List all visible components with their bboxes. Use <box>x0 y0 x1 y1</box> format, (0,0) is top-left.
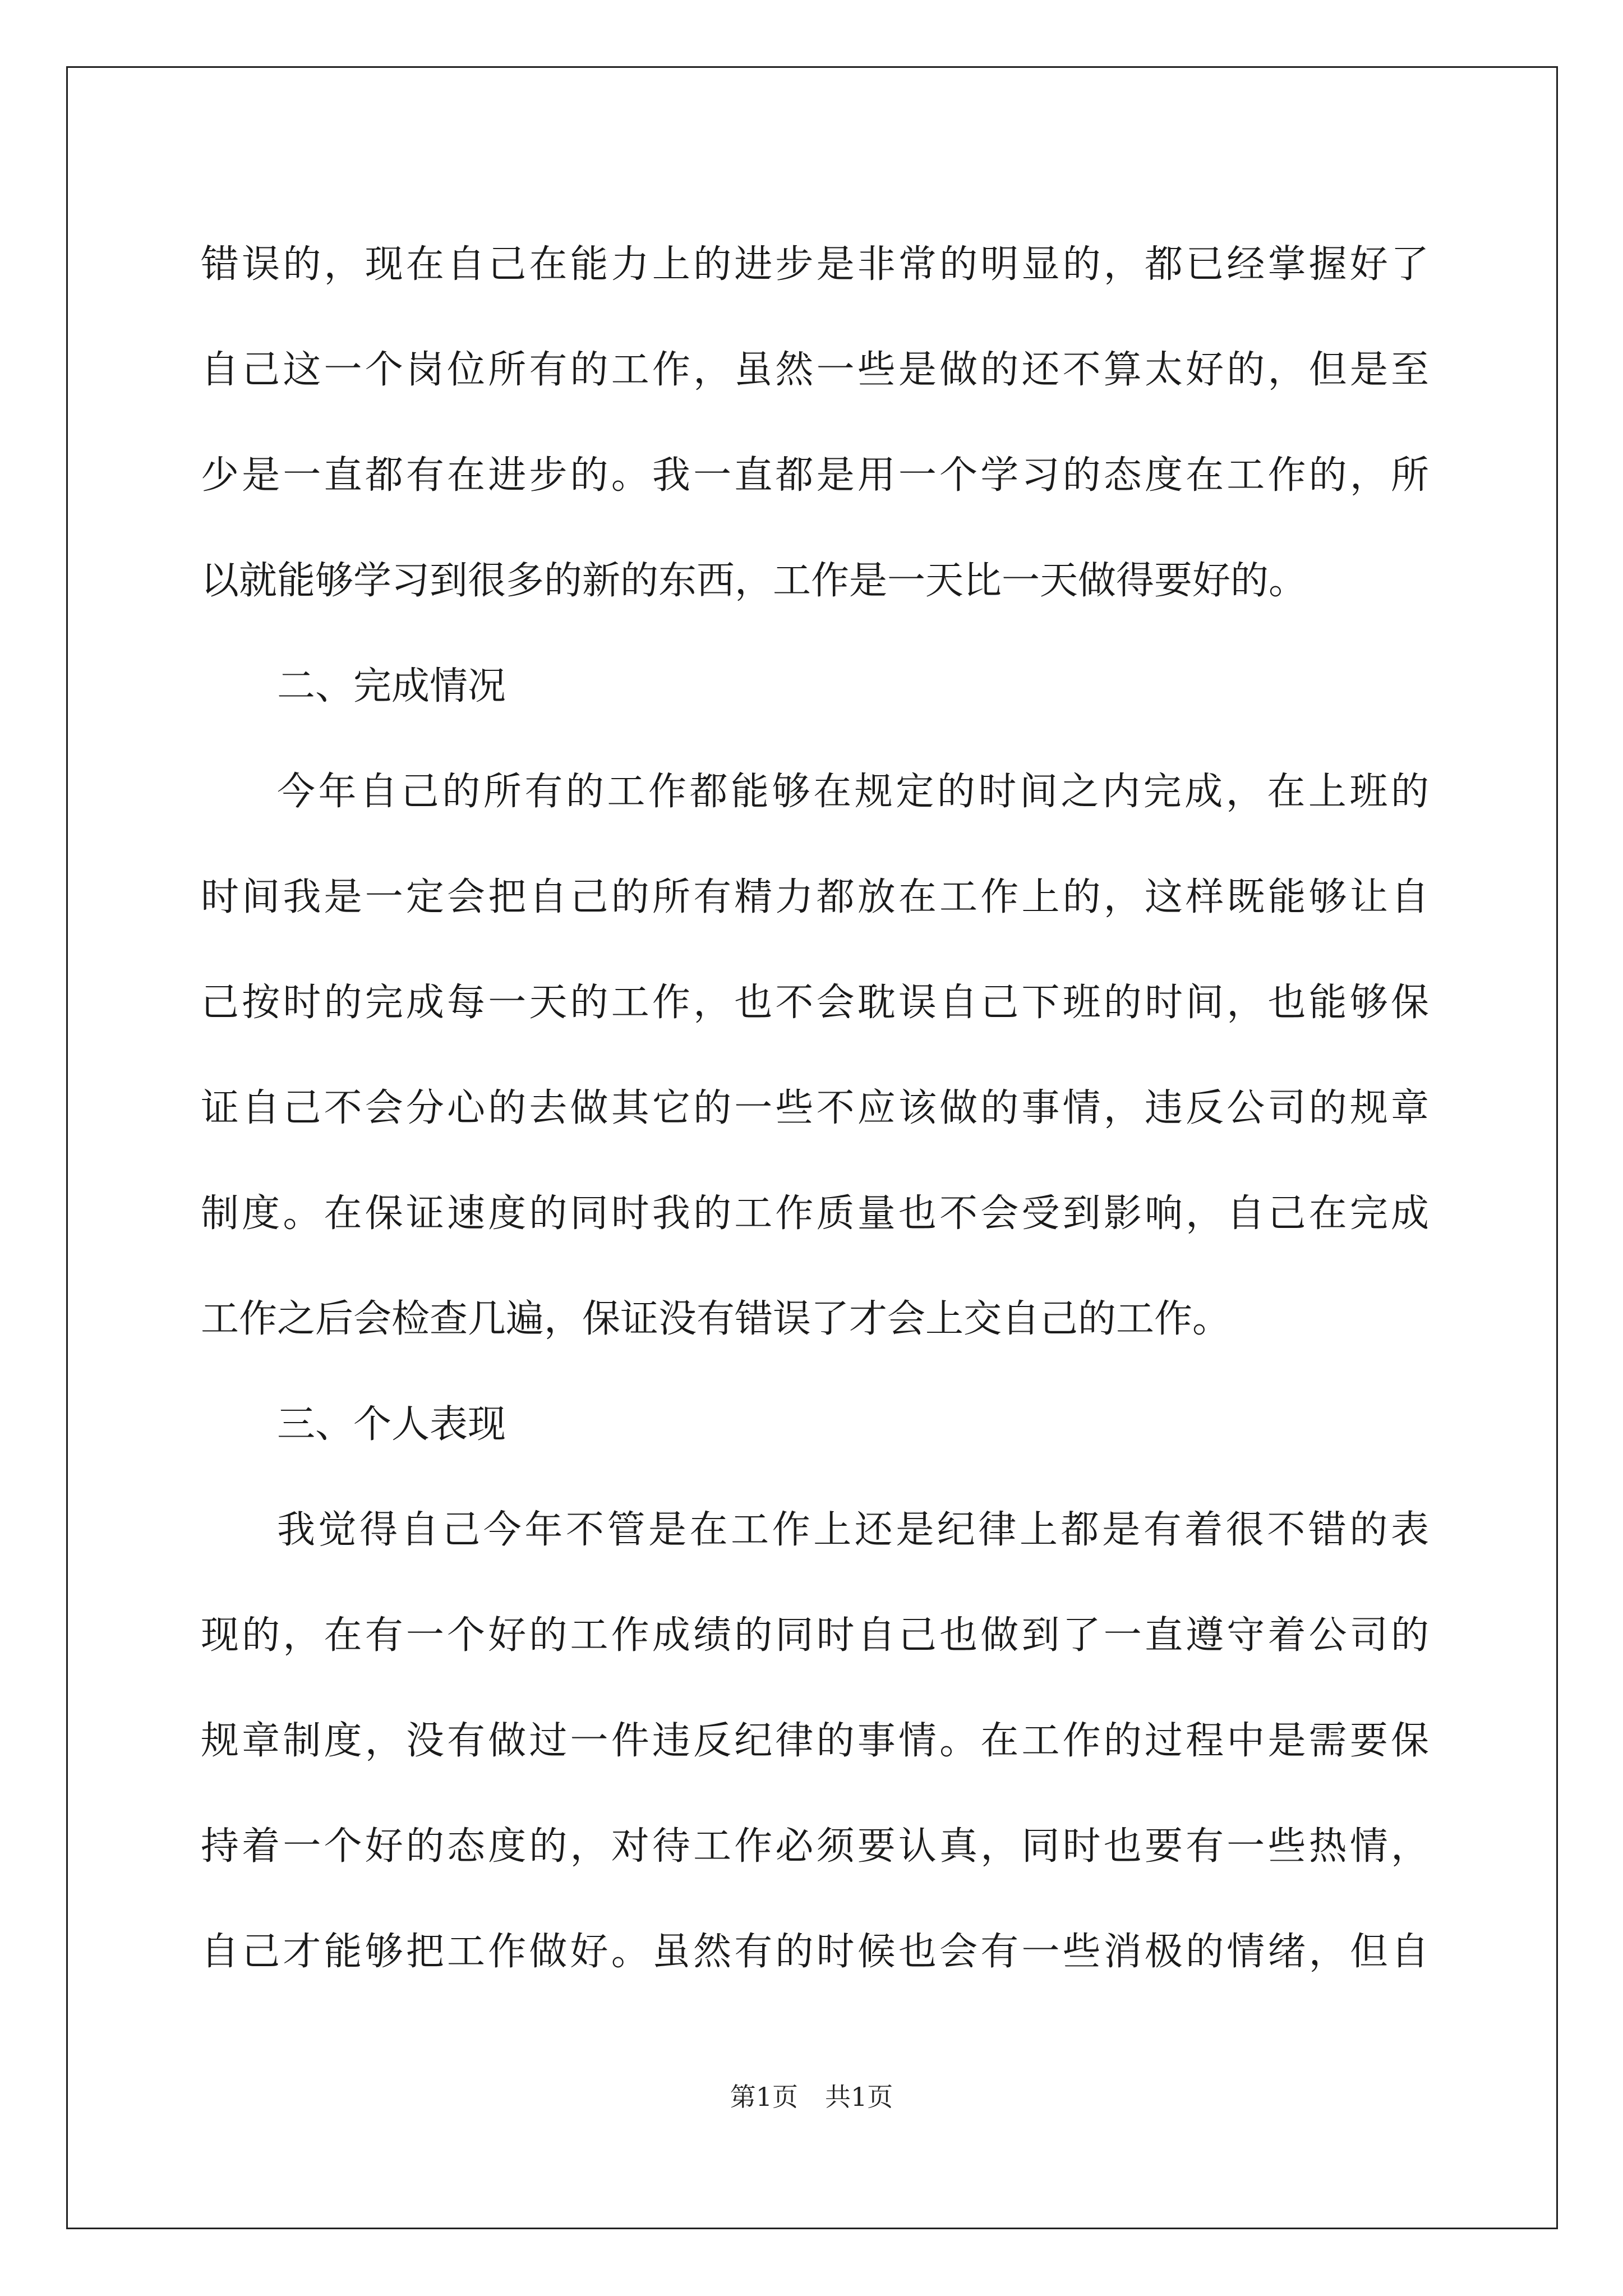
text-line: 今年自己的所有的工作都能够在规定的时间之内完成，在上班的 <box>277 770 1429 814</box>
page-number: 第1页 <box>730 2082 798 2112</box>
page-footer <box>0 2077 1623 2114</box>
page-total: 共1页 <box>825 2082 893 2112</box>
text-line: 现的，在有一个好的工作成绩的同时自己也做到了一直遵守着公司的 <box>201 1613 1429 1658</box>
text-line: 少是一直都有在进步的。我一直都是用一个学习的态度在工作的，所 <box>201 453 1429 498</box>
text-line: 自己才能够把工作做好。虽然有的时候也会有一些消极的情绪，但自 <box>201 1930 1429 1974</box>
text-line: 工作之后会检查几遍，保证没有错误了才会上交自己的工作。 <box>201 1297 1231 1341</box>
text-line: 持着一个好的态度的，对待工作必须要认真，同时也要有一些热情， <box>201 1824 1429 1869</box>
section-heading: 三、个人表现 <box>277 1402 506 1447</box>
text-line: 己按时的完成每一天的工作，也不会耽误自己下班的时间，也能够保 <box>201 981 1429 1025</box>
text-line: 自己这一个岗位所有的工作，虽然一些是做的还不算太好的，但是至 <box>201 348 1429 392</box>
text-line: 错误的，现在自己在能力上的进步是非常的明显的，都已经掌握好了 <box>201 242 1429 287</box>
text-line: 证自己不会分心的去做其它的一些不应该做的事情，违反公司的规章 <box>201 1086 1429 1130</box>
text-line: 制度。在保证速度的同时我的工作质量也不会受到影响，自己在完成 <box>201 1191 1429 1236</box>
text-line: 时间我是一定会把自己的所有精力都放在工作上的，这样既能够让自 <box>201 875 1429 919</box>
document-body <box>201 212 1429 2005</box>
text-line: 以就能够学习到很多的新的东西，工作是一天比一天做得要好的。 <box>201 559 1307 603</box>
section-heading: 二、完成情况 <box>277 664 506 708</box>
text-line: 规章制度，没有做过一件违反纪律的事情。在工作的过程中是需要保 <box>201 1719 1429 1763</box>
text-line: 我觉得自己今年不管是在工作上还是纪律上都是有着很不错的表 <box>277 1508 1429 1552</box>
